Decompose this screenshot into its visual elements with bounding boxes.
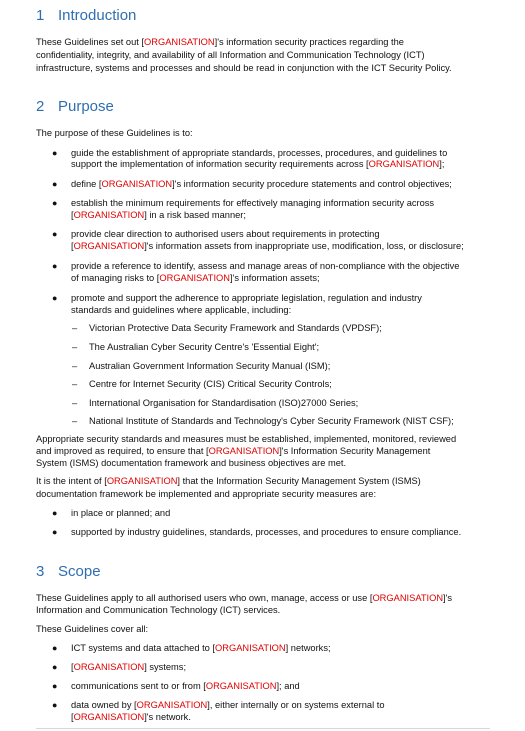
- scope-lead: These Guidelines cover all:: [36, 624, 149, 634]
- bullet-icon: ●: [52, 700, 58, 710]
- scope-bullet-text: data owned by [ORGANISATION], either internally or on systems external to: [71, 700, 385, 710]
- sub-list-item: The Australian Cyber Security Centre's 'Essential Eight';: [89, 342, 320, 352]
- section-title: Scope: [58, 563, 101, 580]
- heading-scope: [36, 563, 101, 580]
- purpose-paragraph-line: and improved as required, to ensure that [ORGANISATION]'s Information Security Management: [36, 446, 431, 456]
- compliance-bullet-text: supported by industry guidelines, standards, processes, and procedures to ensure compliance.: [71, 527, 462, 537]
- purpose-lead: The purpose of these Guidelines is to:: [36, 128, 193, 138]
- bullet-icon: ●: [52, 643, 58, 653]
- scope-bullet-text: ICT systems and data attached to [ORGANISATION] networks;: [71, 643, 331, 653]
- sub-list-item: Australian Government Information Security Manual (ISM);: [89, 361, 331, 371]
- dash-icon: –: [72, 342, 78, 352]
- purpose-bullet-text: promote and support the adherence to appropriate legislation, regulation and industry: [71, 293, 422, 303]
- section-title: Purpose: [58, 98, 114, 115]
- bullet-icon: ●: [52, 179, 58, 189]
- dash-icon: –: [72, 379, 78, 389]
- scope-paragraph-line: Information and Communication Technology (ICT) services.: [36, 605, 281, 615]
- sub-list-item: National Institute of Standards and Technology's Cyber Security Framework (NIST CSF);: [89, 416, 454, 426]
- section-number: 2: [36, 98, 45, 115]
- sub-list-item: International Organisation for Standardisation (ISO)27000 Series;: [89, 398, 359, 408]
- dash-icon: –: [72, 323, 78, 333]
- sub-list-item: Victorian Protective Data Security Framework and Standards (VPDSF);: [89, 323, 382, 333]
- heading-purpose: [36, 98, 114, 115]
- dash-icon: –: [72, 398, 78, 408]
- scope-bullet-text: [ORGANISATION]'s network.: [71, 712, 191, 722]
- bullet-icon: ●: [52, 681, 58, 691]
- purpose-bullet-text: standards and guidelines where applicable, including:: [71, 305, 292, 315]
- purpose-bullet-text: [ORGANISATION] in a risk based manner;: [71, 210, 246, 220]
- purpose-paragraph-line: documentation framework be implemented and appropriate security measures are:: [36, 489, 377, 499]
- purpose-bullet-text: support the implementation of information security requirements across [ORGANISATION];: [71, 159, 445, 169]
- section-number: 3: [36, 563, 45, 580]
- heading-introduction: [36, 7, 136, 24]
- purpose-bullet-text: establish the minimum requirements for effectively managing information security across: [71, 198, 435, 208]
- purpose-bullet-text: provide a reference to identify, assess and manage areas of non-compliance with the objective: [71, 261, 460, 271]
- scope-paragraph-line: These Guidelines apply to all authorised users who own, manage, access or use [ORGANISATION]'s: [36, 593, 453, 603]
- bullet-icon: ●: [52, 293, 58, 303]
- purpose-paragraph-line: Appropriate security standards and measures must be established, implemented, monitored, reviewed: [36, 434, 457, 444]
- bullet-icon: ●: [52, 662, 58, 672]
- bullet-icon: ●: [52, 229, 58, 239]
- dash-icon: –: [72, 361, 78, 371]
- sub-list-item: Centre for Internet Security (CIS) Critical Security Controls;: [89, 379, 332, 389]
- purpose-bullet-text: [ORGANISATION]'s information assets from inappropriate use, modification, loss, or disclosure;: [71, 241, 464, 251]
- bullet-icon: ●: [52, 527, 58, 537]
- intro-paragraph-line: confidentiality, integrity, and availability of all Information and Communication Technology (ICT): [36, 50, 425, 60]
- purpose-bullet-text: guide the establishment of appropriate standards, processes, procedures, and guidelines to: [71, 148, 448, 158]
- bullet-icon: ●: [52, 148, 58, 158]
- section-title: Introduction: [58, 7, 137, 24]
- dash-icon: –: [72, 416, 78, 426]
- intro-paragraph-line: These Guidelines set out [ORGANISATION]'s information security practices regarding the: [36, 37, 404, 47]
- purpose-bullet-text: of managing risks to [ORGANISATION]'s information assets;: [71, 273, 320, 283]
- scope-bullet-text: [ORGANISATION] systems;: [71, 662, 187, 672]
- bullet-icon: ●: [52, 508, 58, 518]
- section-number: 1: [36, 7, 45, 24]
- footer-divider: [36, 728, 490, 729]
- purpose-bullet-text: provide clear direction to authorised users about requirements in protecting: [71, 229, 380, 239]
- bullet-icon: ●: [52, 261, 58, 271]
- scope-bullet-text: communications sent to or from [ORGANISATION]; and: [71, 681, 300, 691]
- bullet-icon: ●: [52, 198, 58, 208]
- purpose-bullet-text: define [ORGANISATION]'s information security procedure statements and control objectives;: [71, 179, 452, 189]
- purpose-paragraph-line: System (ISMS) documentation framework and business objectives are met.: [36, 458, 347, 468]
- purpose-paragraph-line: It is the intent of [ORGANISATION] that the Information Security Management System (ISMS): [36, 476, 421, 486]
- intro-paragraph-line: infrastructure, systems and processes and should be read in conjunction with the ICT Security Policy.: [36, 63, 452, 73]
- compliance-bullet-text: in place or planned; and: [71, 508, 171, 518]
